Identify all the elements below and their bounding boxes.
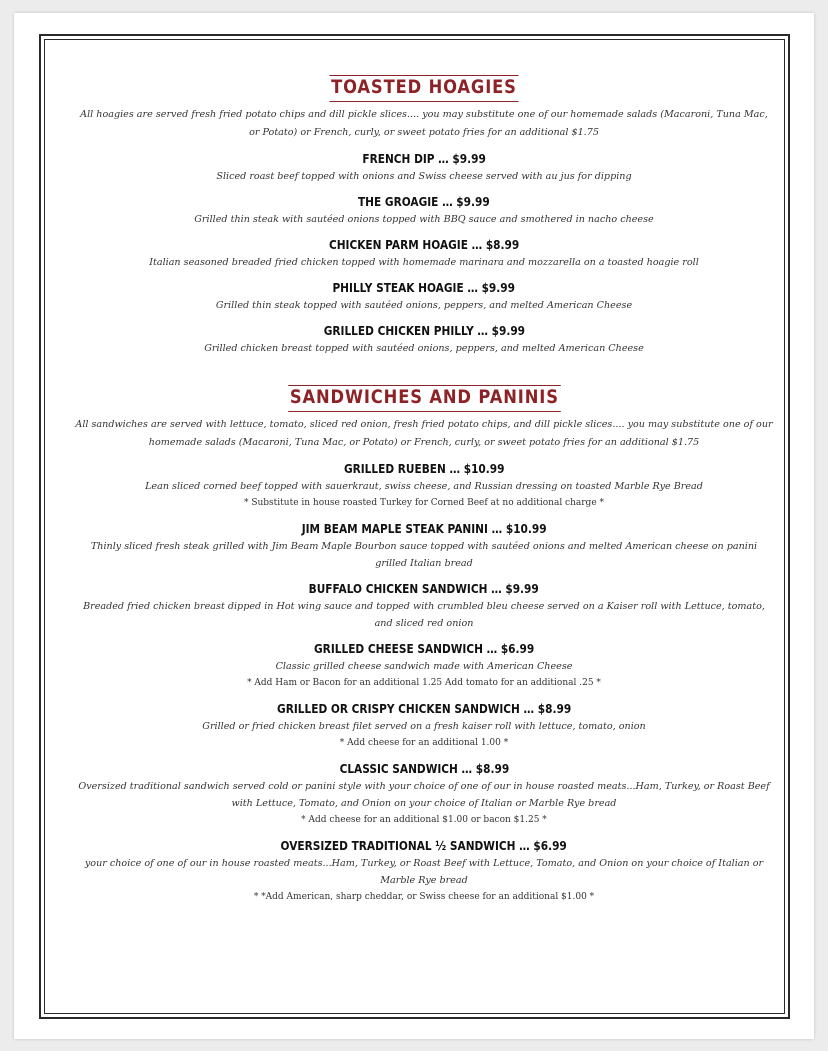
menu-item	[54, 458, 794, 512]
menu-page	[14, 13, 814, 1039]
menu-item-title: CLASSIC SANDWICH … $8.99	[339, 762, 509, 776]
menu-item-description: Thinly sliced fresh steak grilled with Jim Beam Maple Bourbon sauce topped with sautéed onions and melted American cheese on panini grilled Italian bread	[90, 541, 758, 569]
menu-item-note: * Add cheese for an additional $1.00 or bacon $1.25 *	[301, 815, 547, 825]
menu-item-title: GRILLED OR CRISPY CHICKEN SANDWICH … $8.99	[276, 702, 572, 716]
menu-item-title: THE GROAGIE … $9.99	[358, 195, 490, 209]
menu-item-title: GRILLED CHICKEN PHILLY … $9.99	[323, 324, 525, 338]
menu-item-description: Grilled or fried chicken breast filet served on a fresh kaiser roll with lettuce, tomato, onion	[202, 721, 646, 732]
section-heading: TOASTED HOAGIES	[329, 75, 518, 102]
menu-item-title: BUFFALO CHICKEN SANDWICH … $9.99	[308, 582, 540, 596]
menu-item-description: Italian seasoned breaded fried chicken topped with homemade marinara and mozzarella on a toasted hoagie roll	[149, 257, 699, 268]
menu-item	[54, 698, 794, 752]
menu-item	[54, 191, 794, 228]
menu-item	[54, 277, 794, 314]
menu-item-note: * Add cheese for an additional 1.00 *	[339, 738, 509, 748]
menu-item	[54, 234, 794, 271]
section-toasted-hoagies	[54, 75, 794, 357]
menu-item-description: Grilled chicken breast topped with sautéed onions, peppers, and melted American Cheese	[204, 343, 644, 354]
menu-item	[54, 320, 794, 357]
menu-item-description: your choice of one of our in house roasted meats...Ham, Turkey, or Roast Beef with Lettuce, Tomato, and Onion on your choice of Italian or Marble Rye bread	[84, 858, 764, 886]
menu-item-title: GRILLED CHEESE SANDWICH … $6.99	[313, 642, 535, 656]
menu-item-title: FRENCH DIP … $9.99	[362, 152, 486, 166]
menu-item-title: CHICKEN PARM HOAGIE … $8.99	[328, 238, 520, 252]
menu-item-description: Breaded fried chicken breast dipped in Hot wing sauce and topped with crumbled bleu cheese served on a Kaiser roll with Lettuce, tomato, and sliced red onion	[83, 601, 765, 629]
section-intro: All sandwiches are served with lettuce, tomato, sliced red onion, fresh fried potato chips, and dill pickle slices.... you may substitute one of our homemade salads (Macaroni, Tuna Mac, or Potato) or French, curly, or sweet potato fries for an additional $1.75	[75, 419, 773, 448]
section-intro: All hoagies are served fresh fried potato chips and dill pickle slices.... you may substitute one of our homemade salads (Macaroni, Tuna Mac, or Potato) or French, curly, or sweet potato fries for an additional $1.75	[80, 109, 768, 138]
menu-item-note: * Substitute in house roasted Turkey for Corned Beef at no additional charge *	[243, 498, 605, 508]
menu-item-title: GRILLED RUEBEN … $10.99	[343, 462, 505, 476]
menu-item-description: Grilled thin steak topped with sautéed onions, peppers, and melted American Cheese	[215, 300, 633, 311]
menu-item-description: Grilled thin steak with sautéed onions topped with BBQ sauce and smothered in nacho cheese	[194, 214, 654, 225]
menu-item-description: Oversized traditional sandwich served cold or panini style with your choice of one of our in house roasted meats...Ham, Turkey, or Roast Beef with Lettuce, Tomato, and Onion on your choice of Italian or Marble Rye bread	[78, 781, 770, 809]
menu-item-title: PHILLY STEAK HOAGIE … $9.99	[332, 281, 516, 295]
menu-item	[54, 148, 794, 185]
menu-item	[54, 578, 794, 632]
menu-item	[54, 638, 794, 692]
menu-item	[54, 518, 794, 572]
menu-item	[54, 758, 794, 829]
section-heading: SANDWICHES AND PANINIS	[288, 385, 560, 412]
menu-content	[54, 75, 794, 906]
menu-item-title: JIM BEAM MAPLE STEAK PANINI … $10.99	[301, 522, 547, 536]
section-sandwiches-paninis	[54, 385, 794, 906]
menu-item	[54, 835, 794, 906]
menu-item-title: OVERSIZED TRADITIONAL ½ SANDWICH … $6.99	[280, 839, 568, 853]
menu-item-note: * Add Ham or Bacon for an additional 1.25 Add tomato for an additional .25 *	[247, 678, 601, 688]
menu-item-description: Sliced roast beef topped with onions and Swiss cheese served with au jus for dipping	[216, 171, 632, 182]
menu-item-description: Classic grilled cheese sandwich made with American Cheese	[275, 661, 573, 672]
menu-item-description: Lean sliced corned beef topped with sauerkraut, swiss cheese, and Russian dressing on toasted Marble Rye Bread	[145, 481, 703, 492]
menu-item-note: * *Add American, sharp cheddar, or Swiss cheese for an additional $1.00 *	[253, 892, 595, 902]
